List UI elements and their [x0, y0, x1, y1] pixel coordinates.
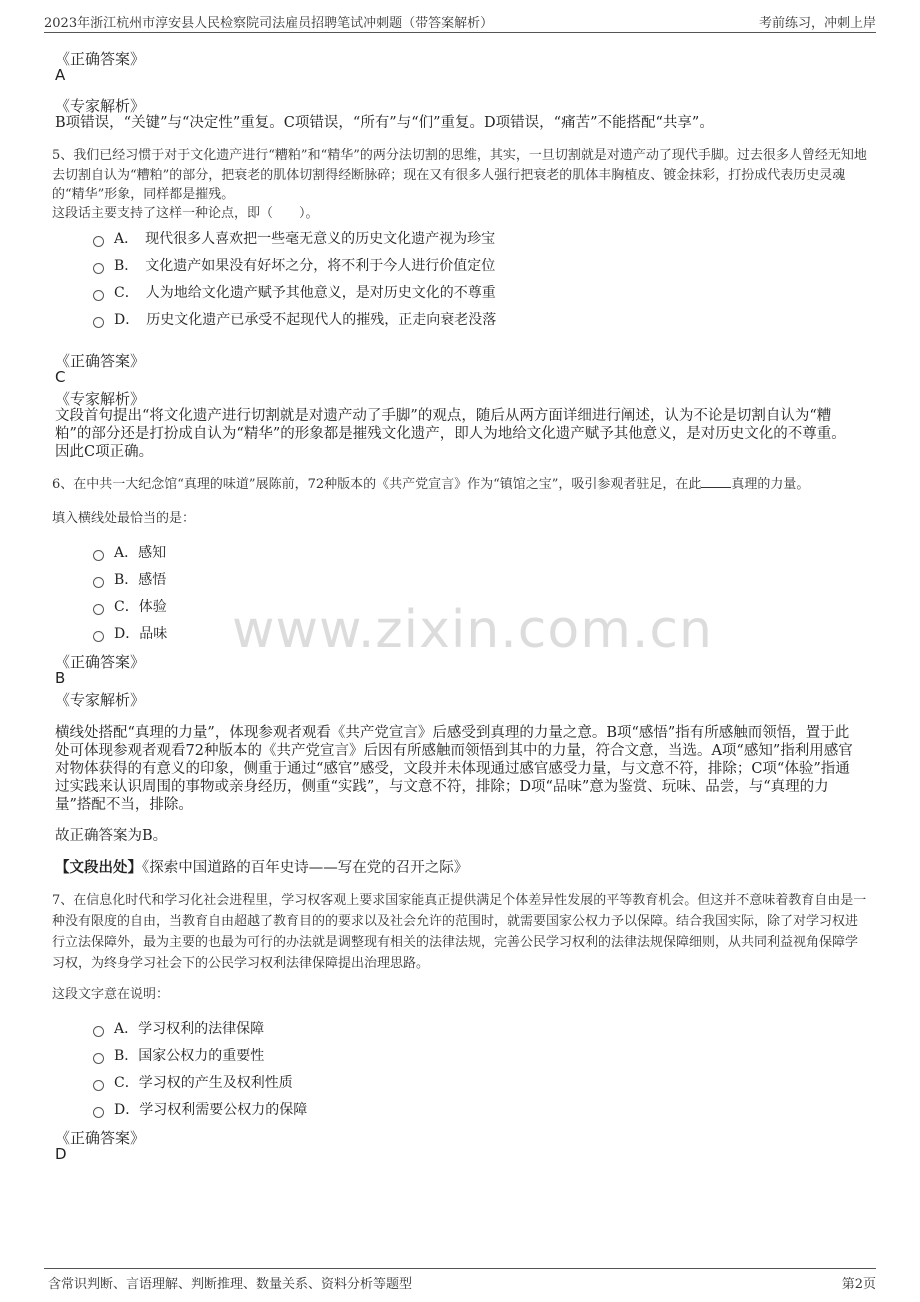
q5-answer-label: 《正确答案》: [55, 352, 146, 370]
radio-icon[interactable]: [93, 604, 104, 615]
page-number: 第2页: [841, 1277, 876, 1292]
q7-option-c[interactable]: [93, 1072, 293, 1092]
q7-option-a-text: A．学习权利的法律保障: [114, 1021, 265, 1037]
q6-source-tag: 【文段出处】: [55, 859, 142, 876]
q6-option-d-text: D．品味: [114, 626, 168, 642]
q5-option-b[interactable]: [93, 255, 495, 275]
q5-option-b-text: B． 文化遗产如果没有好坏之分，将不利于今人进行价值定位: [114, 258, 496, 274]
q6-option-b[interactable]: [93, 569, 166, 589]
q5-option-c-text: C． 人为地给文化遗产赋予其他意义，是对历史文化的不尊重: [114, 285, 496, 301]
q7-stem-line-2: 种没有限度的自由，当教育自由超越了教育目的的要求以及社会允许的范围时，就需要国家公权力予以保障。结合我国实际，除了对学习权进: [52, 914, 859, 929]
q7-answer: D: [55, 1145, 67, 1163]
q5-analysis-line-2: 粕”的部分还是打扮成自认为“精华”的形象都是摧残文化遗产，即人为地给文化遗产赋予其他意义，是对历史文化的不尊重。: [55, 426, 846, 442]
q6-option-c-text: C．体验: [114, 599, 167, 615]
q6-analysis-label: 《专家解析》: [55, 691, 146, 709]
q6-analysis-line-4: 过实践来认识周围的事物或亲身经历，侧重“实践”，与文意不符，排除；D项“品味”意为鉴赏、玩味、品尝，与“真理的力: [55, 779, 829, 795]
q5-analysis-label: 《专家解析》: [55, 390, 146, 408]
q6-option-c[interactable]: [93, 596, 167, 616]
document-title: 2023年浙江杭州市淳安县人民检察院司法雇员招聘笔试冲刺题（带答案解析）: [44, 16, 494, 31]
radio-icon[interactable]: [93, 290, 104, 301]
q4-answer: A: [55, 66, 66, 84]
q6-option-a-text: A．感知: [114, 545, 167, 561]
q5-prompt: 这段话主要支持了这样一种论点，即（ ）。: [52, 206, 319, 221]
q7-option-b-text: B．国家公权力的重要性: [114, 1048, 265, 1064]
q5-option-a-text: A． 现代很多人喜欢把一些毫无意义的历史文化遗产视为珍宝: [114, 231, 496, 247]
q7-stem-line-3: 行立法保障外，最为主要的也最为可行的办法就是调整现有相关的法律法规，完善公民学习权利的法律法规保障细则，从共同利益视角保障学: [52, 935, 859, 950]
q6-analysis-line-5: 量”搭配不当，排除。: [55, 797, 193, 813]
q6-stem: [52, 475, 809, 495]
q5-stem-line-2: 去切割自认为“糟粕”的部分，把衰老的肌体切割得经断脉碎；现在又有很多人强行把衰老的肌体丰胸植皮、镀金抹彩，打扮成代表历史灵魂: [52, 168, 846, 183]
q6-analysis-line-1: 横线处搭配“真理的力量”，体现参观者观看《共产党宣言》后感受到真理的力量之意。B项“感悟”指有所感触而领悟，置于此: [55, 725, 850, 741]
q6-stem-part-2: 真理的力量。: [731, 477, 810, 492]
radio-icon[interactable]: [93, 236, 104, 247]
footer-description: 含常识判断、言语理解、判断推理、数量关系、资料分析等题型: [48, 1277, 413, 1292]
q7-option-a[interactable]: [93, 1018, 264, 1038]
q5-analysis-line-3: 因此C项正确。: [55, 444, 154, 460]
q7-option-c-text: C．学习权的产生及权利性质: [114, 1075, 293, 1091]
q6-source: [55, 858, 468, 878]
radio-icon[interactable]: [93, 317, 104, 328]
radio-icon[interactable]: [93, 263, 104, 274]
q6-option-b-text: B．感悟: [114, 572, 167, 588]
q5-stem-line-1: 5、我们已经习惯于对于文化遗产进行“糟粕”和“精华”的两分法切割的思维，其实，一旦切割就是对遗产动了现代手脚。过去很多人曾经无知地: [52, 148, 867, 163]
q6-answer-label: 《正确答案》: [55, 653, 146, 671]
q5-option-c[interactable]: [93, 282, 496, 302]
radio-icon[interactable]: [93, 1053, 104, 1064]
q6-prompt: 填入横线处最恰当的是：: [52, 511, 196, 526]
q6-blank: [701, 475, 731, 488]
radio-icon[interactable]: [93, 631, 104, 642]
q6-analysis-line-3: 对物体获得的有意义的印象，侧重于通过“感官”感受，文段并未体现通过感官感受力量，与文意不符，排除；C项“体验”指通: [55, 761, 850, 777]
radio-icon[interactable]: [93, 1107, 104, 1118]
q6-analysis-line-2: 处可体现参观者观看72种版本的《共产党宣言》后因有所感触而领悟到其中的力量，符合文意，当选。A项“感知”指利用感官: [55, 743, 853, 759]
q5-analysis-line-1: 文段首句提出“将文化遗产进行切割就是对遗产动了手脚”的观点，随后从两方面详细进行阐述，认为不论是切割自认为“糟: [55, 408, 832, 424]
q7-stem-line-1: 7、在信息化时代和学习化社会进程里，学习权客观上要求国家能真正提供满足个体差异性发展的平等教育机会。但这并不意味着教育自由是一: [52, 893, 867, 908]
watermark: www.zixin.com.cn: [232, 600, 713, 660]
page-footer: [44, 1268, 876, 1293]
q6-option-a[interactable]: [93, 542, 166, 562]
radio-icon[interactable]: [93, 550, 104, 561]
q6-answer: B: [55, 669, 66, 687]
q6-source-text: 《探索中国道路的百年史诗——写在党的召开之际》: [142, 860, 469, 876]
q6-option-d[interactable]: [93, 623, 167, 643]
q7-stem-line-4: 习权，为终身学习社会下的公民学习权利法律保障提出治理思路。: [52, 956, 430, 971]
q7-option-d-text: D．学习权利需要公权力的保障: [114, 1102, 308, 1118]
q7-option-b[interactable]: [93, 1045, 264, 1065]
header-slogan: 考前练习，冲刺上岸: [758, 16, 876, 31]
q5-answer: C: [55, 368, 66, 386]
q4-analysis: B项错误，“关键”与“决定性”重复。C项错误，“所有”与“们”重复。D项错误，“痛苦”不能搭配“共享”。: [55, 115, 714, 131]
radio-icon[interactable]: [93, 1026, 104, 1037]
q4-answer-label: 《正确答案》: [55, 50, 146, 68]
q5-option-a[interactable]: [93, 228, 495, 248]
q4-analysis-label: 《专家解析》: [55, 97, 146, 115]
q7-option-d[interactable]: [93, 1099, 307, 1119]
q5-option-d-text: D． 历史文化遗产已承受不起现代人的摧残，正走向衰老没落: [114, 312, 497, 328]
q6-conclusion: 故正确答案为B。: [55, 828, 168, 844]
page-header: [44, 8, 876, 33]
q5-stem-line-3: 的“精华”形象，同样都是摧残。: [52, 187, 235, 202]
radio-icon[interactable]: [93, 1080, 104, 1091]
radio-icon[interactable]: [93, 577, 104, 588]
q6-stem-part-1: 6、在中共一大纪念馆“真理的味道”展陈前，72种版本的《共产党宣言》作为“镇馆之宝”，吸引参观者驻足，在此: [52, 477, 702, 492]
q7-answer-label: 《正确答案》: [55, 1129, 146, 1147]
q7-prompt: 这段文字意在说明：: [52, 987, 170, 1002]
q5-option-d[interactable]: [93, 309, 496, 329]
